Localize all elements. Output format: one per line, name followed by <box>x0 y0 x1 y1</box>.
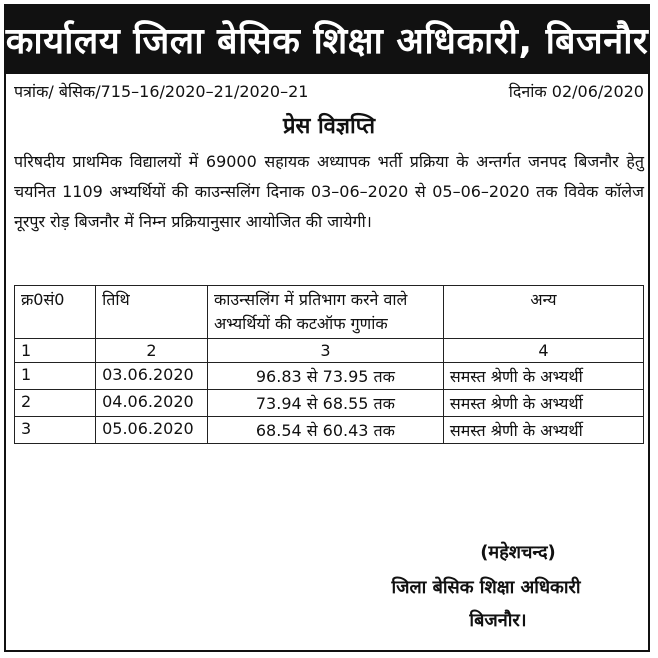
signatory-name: (महेशचन्द) <box>480 542 556 563</box>
cutoff-cell: 73.94 से 68.55 तक <box>207 390 443 417</box>
index-cell: 2 <box>96 339 208 363</box>
index-cell: 1 <box>15 339 96 363</box>
notice-title: प्रेस विज्ञप्ति <box>282 114 376 139</box>
date-cell: 04.06.2020 <box>96 390 208 417</box>
office-header <box>4 4 650 74</box>
table-row <box>15 417 644 444</box>
date-cell: 05.06.2020 <box>96 417 208 444</box>
table-row <box>15 363 644 390</box>
category-cell: समस्त श्रेणी के अभ्यर्थी <box>443 390 643 417</box>
header-other: अन्य <box>443 286 643 339</box>
cutoff-cell: 68.54 से 60.43 तक <box>207 417 443 444</box>
signatory-place: बिजनौर। <box>469 610 527 631</box>
table-header-row <box>15 286 644 339</box>
table-index-row <box>15 339 644 363</box>
cutoff-cell: 96.83 से 73.95 तक <box>207 363 443 390</box>
date-cell: 03.06.2020 <box>96 363 208 390</box>
header-cutoff: काउन्सलिंग में प्रतिभाग करने वाले अभ्यर्थियों की कटऑफ गुणांक <box>207 286 443 339</box>
category-cell: समस्त श्रेणी के अभ्यर्थी <box>443 363 643 390</box>
office-title: कार्यालय जिला बेसिक शिक्षा अधिकारी, बिजनौर <box>5 20 649 62</box>
index-cell: 3 <box>207 339 443 363</box>
counselling-schedule-table <box>14 285 644 444</box>
signatory-designation: जिला बेसिक शिक्षा अधिकारी <box>391 577 581 598</box>
header-serial: क्र0सं0 <box>15 286 96 339</box>
index-cell: 4 <box>443 339 643 363</box>
reference-line <box>14 80 644 104</box>
header-date: तिथि <box>96 286 208 339</box>
reference-number: पत्रांक/ बेसिक/715–16/2020–21/2020–21 <box>14 82 309 101</box>
table-row <box>15 390 644 417</box>
serial-cell: 3 <box>15 417 96 444</box>
category-cell: समस्त श्रेणी के अभ्यर्थी <box>443 417 643 444</box>
notice-date: दिनांक 02/06/2020 <box>508 82 644 101</box>
serial-cell: 2 <box>15 390 96 417</box>
serial-cell: 1 <box>15 363 96 390</box>
notice-body: परिषदीय प्राथमिक विद्यालयों में 69000 सहायक अध्यापक भर्ती प्रक्रिया के अन्तर्गत जनपद बिजनौर हेतु चयनित 1109 अभ्यर्थियों की काउन्सलिंग दिनाक 03–06–2020 से 05–06–2020 तक विवेक कॉलेज नूरपुर रोड़ बिजनौर में निम्न प्रक्रियानुसार आयोजित की जायेगी। <box>14 152 644 231</box>
